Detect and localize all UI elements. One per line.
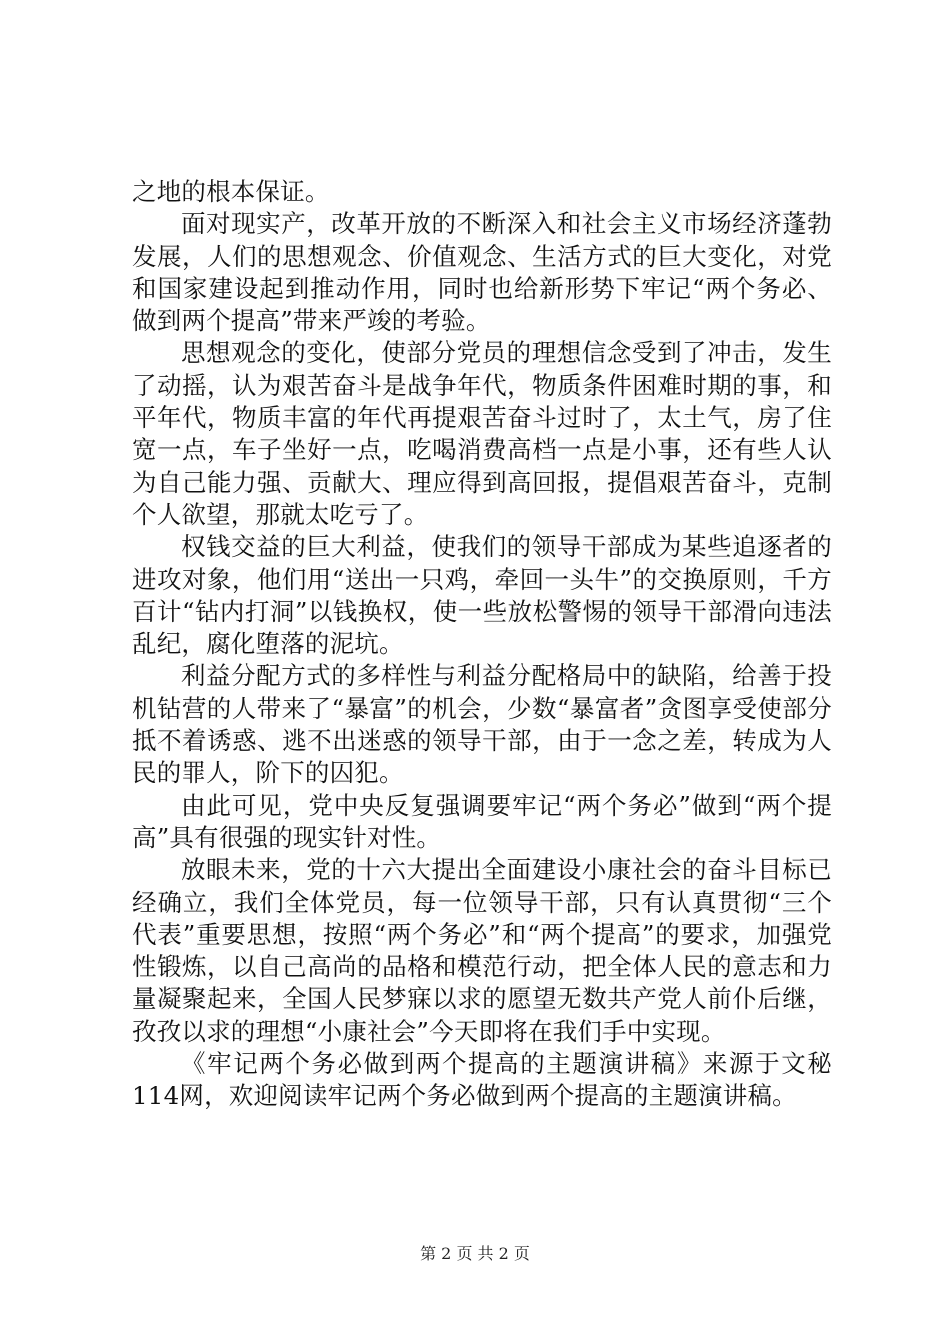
paragraph-continuation: 之地的根本保证。 bbox=[132, 177, 330, 206]
page-footer bbox=[0, 1243, 950, 1265]
document-body bbox=[132, 176, 832, 1113]
paragraph: 放眼未来，党的十六大提出全面建设小康社会的奋斗目标已经确立，我们全体党员，每一位领导干部，只有认真贯彻“三个代表”重要思想，按照“两个务必”和“两个提高”的要求，加强党性锻炼，以自己高尚的品格和模范行动，把全体人民的意志和力量凝聚起来，全国人民梦寐以求的愿望无数共产党人前仆后继，孜孜以求的理想“小康社会”今天即将在我们手中实现。 bbox=[132, 855, 832, 1046]
page-number-label: 第 2 页 共 2 页 bbox=[420, 1244, 530, 1263]
paragraph: 由此可见，党中央反复强调要牢记“两个务必”做到“两个提高”具有很强的现实针对性。 bbox=[132, 790, 832, 852]
paragraph: 权钱交益的巨大利益，使我们的领导干部成为某些追逐者的进攻对象，他们用“送出一只鸡，牵回一头牛”的交换原则，千方百计“钻内打洞”以钱换权，使一些放松警惕的领导干部滑向违法乱纪，腐化堕落的泥坑。 bbox=[132, 532, 832, 659]
paragraph-source-note: 《牢记两个务必做到两个提高的主题演讲稿》来源于文秘114网，欢迎阅读牢记两个务必做到两个提高的主题演讲稿。 bbox=[132, 1049, 832, 1111]
paragraph: 利益分配方式的多样性与利益分配格局中的缺陷，给善于投机钻营的人带来了“暴富”的机会，少数“暴富者”贪图享受使部分抵不着诱惑、逃不出迷惑的领导干部，由于一念之差，转成为人民的罪人，阶下的囚犯。 bbox=[132, 661, 832, 788]
paragraph: 面对现实产，改革开放的不断深入和社会主义市场经济蓬勃发展，人们的思想观念、价值观念、生活方式的巨大变化，对党和国家建设起到推动作用，同时也给新形势下牢记“两个务必、做到两个提高”带来严竣的考验。 bbox=[132, 209, 832, 336]
paragraph: 思想观念的变化，使部分党员的理想信念受到了冲击，发生了动摇，认为艰苦奋斗是战争年代，物质条件困难时期的事，和平年代，物质丰富的年代再提艰苦奋斗过时了，太土气，房了住宽一点，车子坐好一点，吃喝消费高档一点是小事，还有些人认为自己能力强、贡献大、理应得到高回报，提倡艰苦奋斗，克制个人欲望，那就太吃亏了。 bbox=[132, 338, 832, 529]
